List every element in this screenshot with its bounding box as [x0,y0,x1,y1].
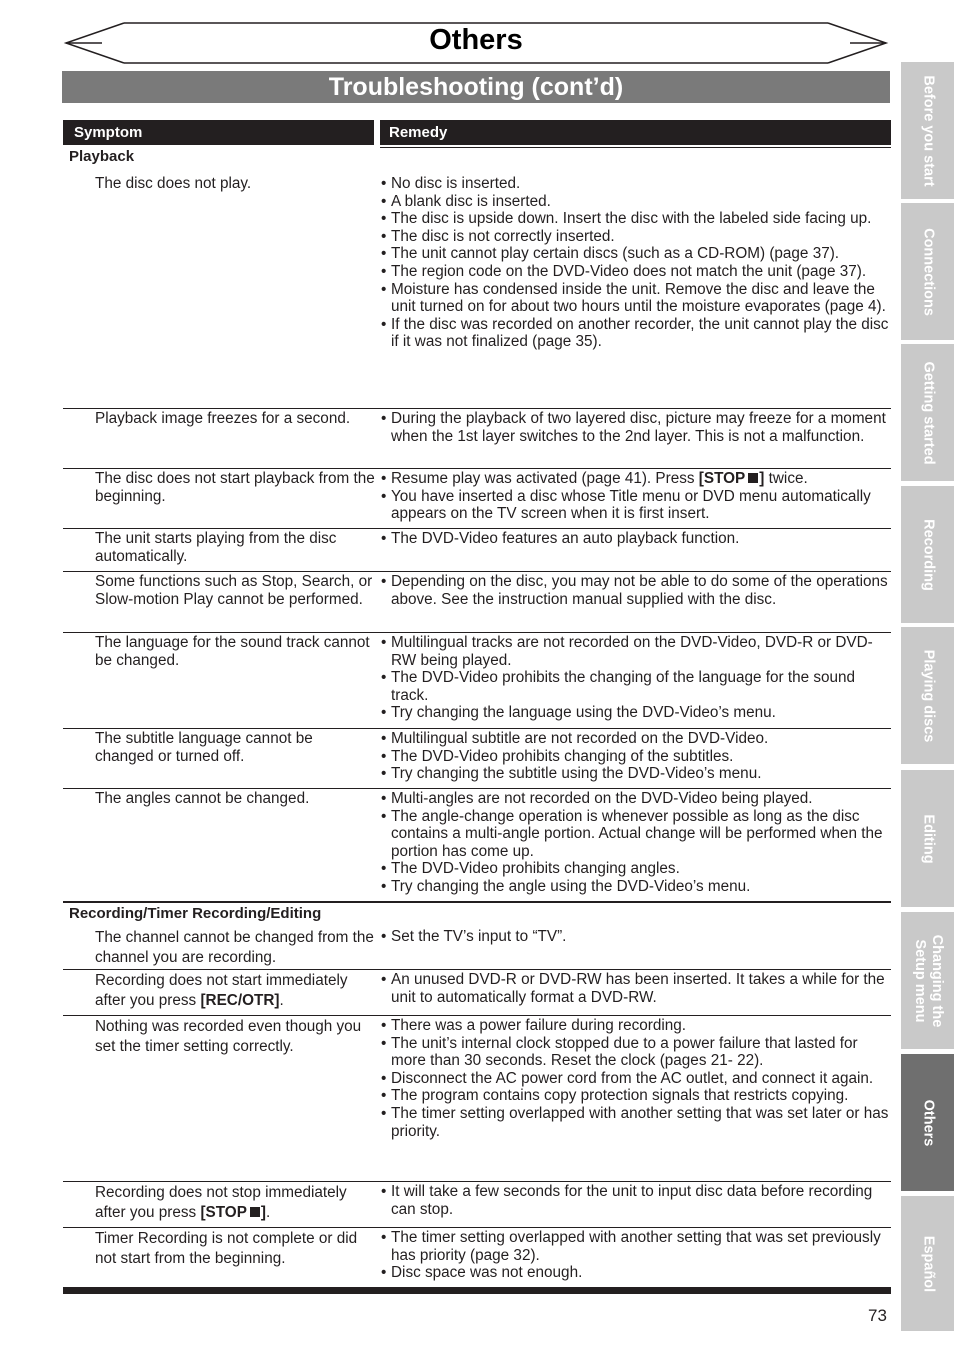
side-tab-changing-the-setup-menu[interactable] [901,912,954,1049]
remedy-list [381,790,893,896]
symptom-text: The disc does not start playback from the beginning. [95,470,375,505]
remedy-item: • The timer setting overlapped with another setting that was set later or has priority. [381,1105,893,1140]
remedy-list [381,971,893,1006]
remedy-item: • The angle-change operation is whenever possible as long as the disc contains a multi-angle portion. Actual change will be performed when the portion has come up. [381,808,893,861]
table-row [63,1015,891,1182]
section-banner [62,22,890,64]
remedy-item: • The timer setting overlapped with another setting that was set previously has priority (page 32). [381,1229,893,1264]
table-row [63,408,891,469]
side-tab-label: Others [920,1099,936,1146]
side-tab-recording[interactable] [901,486,954,623]
section-title: Others [429,24,523,56]
remedy-item: • Multilingual tracks are not recorded on the DVD-Video, DVD-R or DVD-RW being played. [381,634,893,669]
remedy-list [381,530,893,548]
symptom-text: The subtitle language cannot be changed or turned off. [95,730,313,765]
side-tab-label: Editing [920,813,936,864]
symptom-text: The language for the sound track cannot be changed. [95,634,370,669]
table-bottom-bar [63,1287,891,1294]
remedy-item: • Try changing the language using the DVD-Video’s menu. [381,704,893,722]
side-tab-connections[interactable] [901,203,954,340]
remedy-item: • You have inserted a disc whose Title menu or DVD menu automatically appears on the TV screen when it is first insert. [381,488,893,523]
remedy-item: • No disc is inserted. [381,175,893,193]
remedy-item: • If the disc was recorded on another recorder, the unit cannot play the disc if it was not finalized (page 35). [381,316,893,351]
remedy-item: • Moisture has condensed inside the unit. Remove the disc and leave the unit turned on for about two hours until the moisture evaporates (page 4). [381,281,893,316]
table-row [63,468,891,529]
symptom-text: The unit starts playing from the disc automatically. [95,530,337,565]
remedy-item: • The disc is upside down. Insert the disc with the labeled side facing up. [381,210,893,228]
symptom-text: Timer Recording is not complete or did not start from the beginning. [95,1230,358,1267]
remedy-item: • A blank disc is inserted. [381,193,893,211]
remedy-list [381,1017,893,1140]
remedy-item: • Resume play was activated (page 41). Press [STOP ] twice. [381,470,893,488]
remedy-item: • Set the TV’s input to “TV”. [381,928,893,946]
side-tab-español[interactable] [901,1196,954,1331]
page-subtitle: Troubleshooting (cont’d) [62,71,890,103]
table-row [63,728,891,789]
symptom-text: Nothing was recorded even though you set the timer setting correctly. [95,1018,362,1055]
remedy-item: • Try changing the angle using the DVD-Video’s menu. [381,878,893,896]
remedy-item: • Multi-angles are not recorded on the DVD-Video being played. [381,790,893,808]
remedy-item: • The DVD-Video prohibits changing of the subtitles. [381,748,893,766]
remedy-list [381,1183,893,1218]
remedy-list [381,573,893,608]
side-tab-label: Recording [920,518,936,591]
side-tab-playing-discs[interactable] [901,627,954,764]
remedy-list [381,410,893,445]
remedy-item: • Try changing the subtitle using the DVD-Video’s menu. [381,765,893,783]
section-label: Recording/Timer Recording/Editing [69,905,322,922]
table-row [63,926,891,970]
remedy-item: • The DVD-Video features an auto playback function. [381,530,893,548]
symptom-text: Playback image freezes for a second. [95,410,351,427]
page-number: 73 [868,1306,887,1325]
table-row [63,1181,891,1228]
remedy-list [381,470,893,523]
stop-square-icon [250,1207,260,1217]
symptom-text: The angles cannot be changed. [95,790,310,807]
side-tab-label: Changing the Setup menu [911,934,945,1027]
remedy-item: • The DVD-Video prohibits the changing of the language for the sound track. [381,669,893,704]
symptom-text: The disc does not play. [95,175,252,192]
remedy-item: • Disconnect the AC power cord from the AC outlet, and connect it again. [381,1070,893,1088]
side-tab-label: Before you start [920,74,936,187]
remedy-item: • The disc is not correctly inserted. [381,228,893,246]
remedy-item: • The unit cannot play certain discs (such as a CD-ROM) (page 37). [381,245,893,263]
table-row [63,528,891,572]
remedy-list [381,928,893,946]
remedy-item: • The DVD-Video prohibits changing angles. [381,860,893,878]
remedy-item: • The unit’s internal clock stopped due to a power failure that lasted for more than 30 seconds. Reset the clock (pages 21- 22). [381,1035,893,1070]
remedy-item: • There was a power failure during recording. [381,1017,893,1035]
column-header-symptom: Symptom [63,120,374,145]
side-tab-getting-started[interactable] [901,344,954,481]
table-row [63,969,891,1016]
remedy-item: • During the playback of two layered disc, picture may freeze for a moment when the 1st layer switches to the 2nd layer. This is not a malfunction. [381,410,893,445]
remedy-item: • Multilingual subtitle are not recorded on the DVD-Video. [381,730,893,748]
remedy-item: • Disc space was not enough. [381,1264,893,1282]
side-tab-label: Connections [920,227,936,316]
symptom-text: The channel cannot be changed from the channel you are recording. [95,929,374,966]
remedy-item: • The region code on the DVD-Video does not match the unit (page 37). [381,263,893,281]
remedy-item: • Depending on the disc, you may not be able to do some of the operations above. See the instruction manual supplied with the disc. [381,573,893,608]
side-tab-editing[interactable] [901,770,954,907]
remedy-item: • It will take a few seconds for the unit to input disc data before recording can stop. [381,1183,893,1218]
table-row [63,173,891,409]
table-row [63,788,891,903]
section-label: Playback [69,148,135,165]
remedy-list [381,175,893,351]
remedy-item: • The program contains copy protection signals that restricts copying. [381,1087,893,1105]
table-row [63,632,891,729]
symptom-text: Recording does not stop immediately after you press [STOP ]. [95,1184,347,1221]
symptom-text: Recording does not start immediately after you press [REC/OTR]. [95,972,348,1009]
stop-square-icon [748,473,758,483]
remedy-list [381,634,893,722]
remedy-list [381,730,893,783]
remedy-header-rule [380,147,891,148]
symptom-text: Some functions such as Stop, Search, or Slow-motion Play cannot be performed. [95,573,373,608]
side-tab-before-you-start[interactable] [901,62,954,199]
side-tab-others[interactable] [901,1054,954,1191]
table-row [63,1227,891,1287]
remedy-item: • An unused DVD-R or DVD-RW has been inserted. It takes a while for the unit to automatically format a DVD-RW. [381,971,893,1006]
column-header-remedy: Remedy [380,120,891,145]
table-row [63,571,891,633]
remedy-list [381,1229,893,1282]
side-tab-label: Playing discs [920,649,936,742]
side-tab-label: Getting started [920,360,936,465]
side-tab-label: Español [920,1235,936,1292]
